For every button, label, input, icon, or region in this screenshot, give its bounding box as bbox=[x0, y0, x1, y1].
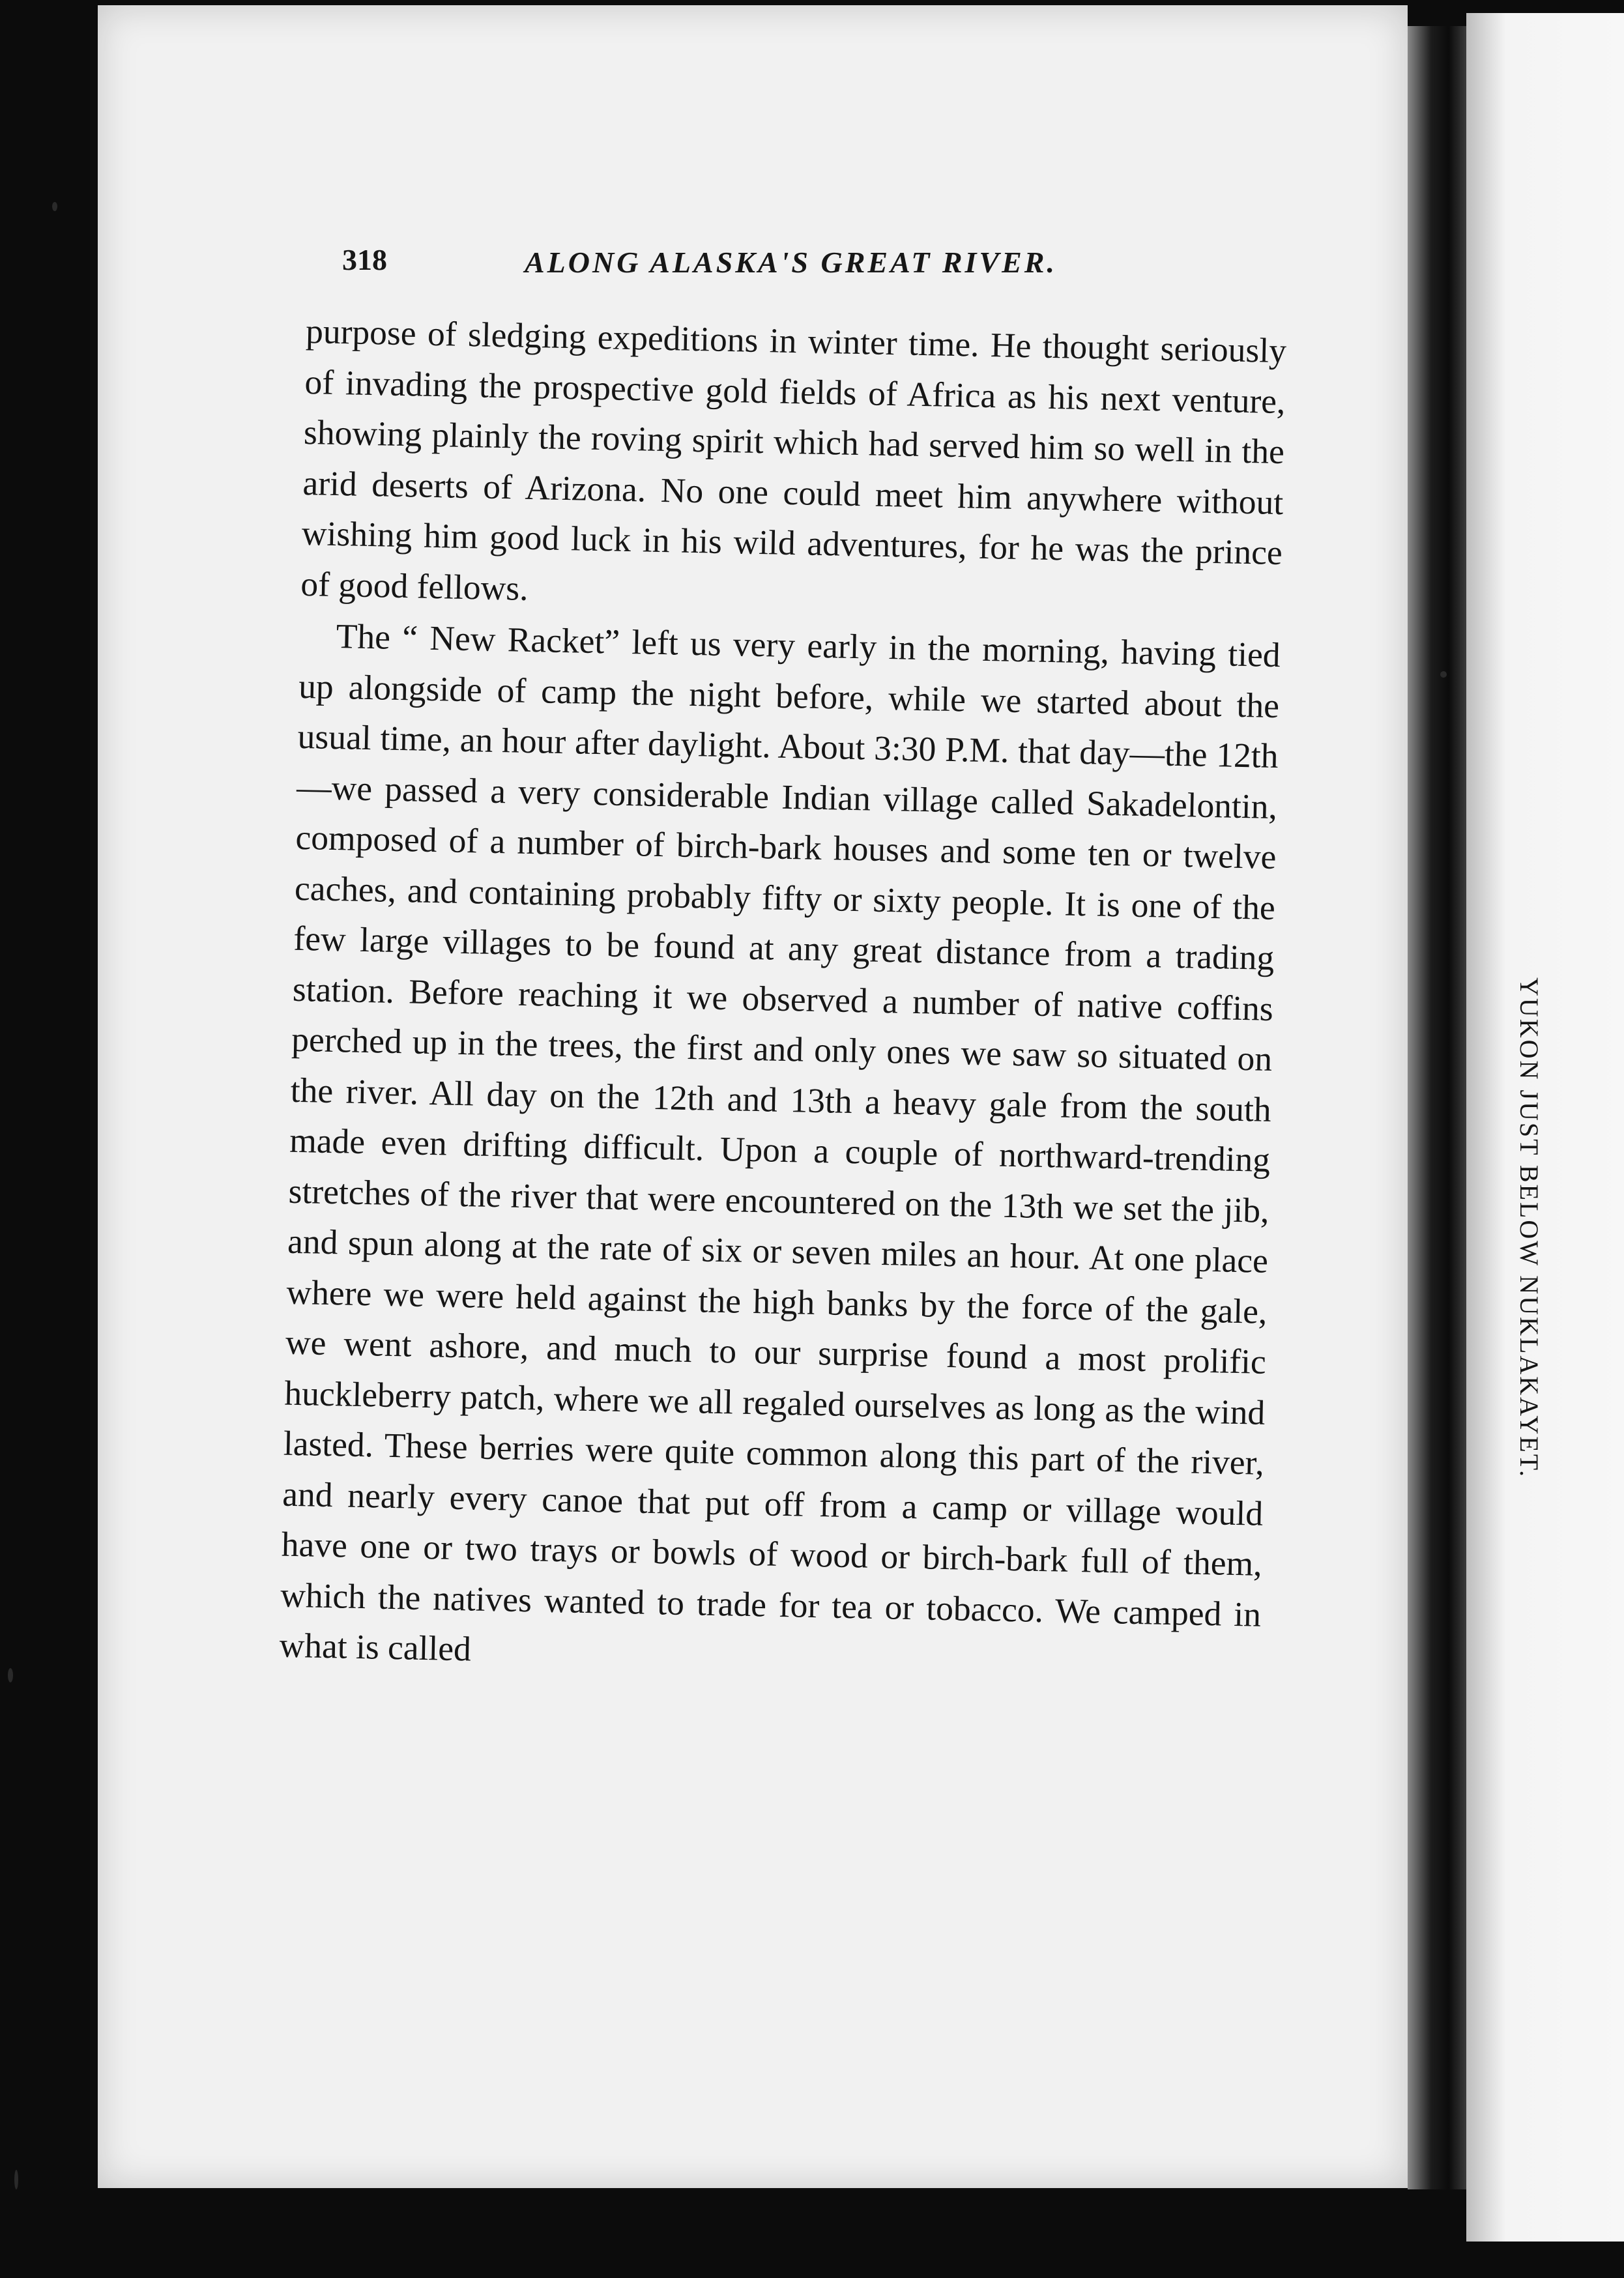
paragraph: The “ New Racket” left us very early in the morning, having tied up alongside of camp the night before, while we started about the usual time, an hour after daylight. About 3:30 P.M. that day—the 12th—we passed a very considerable Indian village called Sakadelontin, composed of a number of birch-bark houses and some ten or twelve caches, and containing probably fifty or sixty people. It is one of the few large villages to be found at any great distance from a trading station. Before reaching it we observed a number of native coffins perched up in the trees, the first and only ones we saw so situated on the river. All day on the 12th and 13th a heavy gale from the south made even drifting difficult. Upon a couple of northward-trending stretches of the river that were encountered on the 13th we set the jib, and spun along at the rate of six or seven miles an hour. At one place where we were held against the high banks by the force of the gale, we went ashore, and much to our surprise found a most prolific huckleberry patch, where we all regaled ourselves as long as the wind lasted. These berries were quite common along this part of the river, and nearly every canoe that put off from a camp or village would have one or two trays or bowls of wood or birch-bark full of them, which the natives wanted to trade for tea or tobacco. We camped in what is called bbox=[279, 616, 1281, 1669]
scan-speck bbox=[8, 1668, 13, 1682]
book-gutter bbox=[1408, 26, 1466, 2189]
scan-speck bbox=[52, 202, 57, 211]
scan-speck bbox=[14, 2170, 18, 2189]
body-text bbox=[279, 306, 1287, 1690]
scan-speck bbox=[1440, 671, 1447, 678]
facing-page bbox=[1466, 13, 1624, 2242]
page-header bbox=[342, 242, 1307, 288]
page-number: 318 bbox=[342, 243, 387, 276]
facing-page-caption: YUKON JUST BELOW NUKLAKAYET. bbox=[1515, 977, 1544, 1479]
running-title: ALONG ALASKA'S GREAT RIVER. bbox=[525, 246, 1057, 279]
paragraph: purpose of sledging expeditions in winter time. He thought seriously of invading the prospective gold fields of Africa as his next venture, showing plainly the roving spirit which had served him so well in the arid deserts of Arizona. No one could meet him anywhere without wishing him good luck in his wild adventures, for he was the prince of good fellows. bbox=[300, 311, 1287, 608]
